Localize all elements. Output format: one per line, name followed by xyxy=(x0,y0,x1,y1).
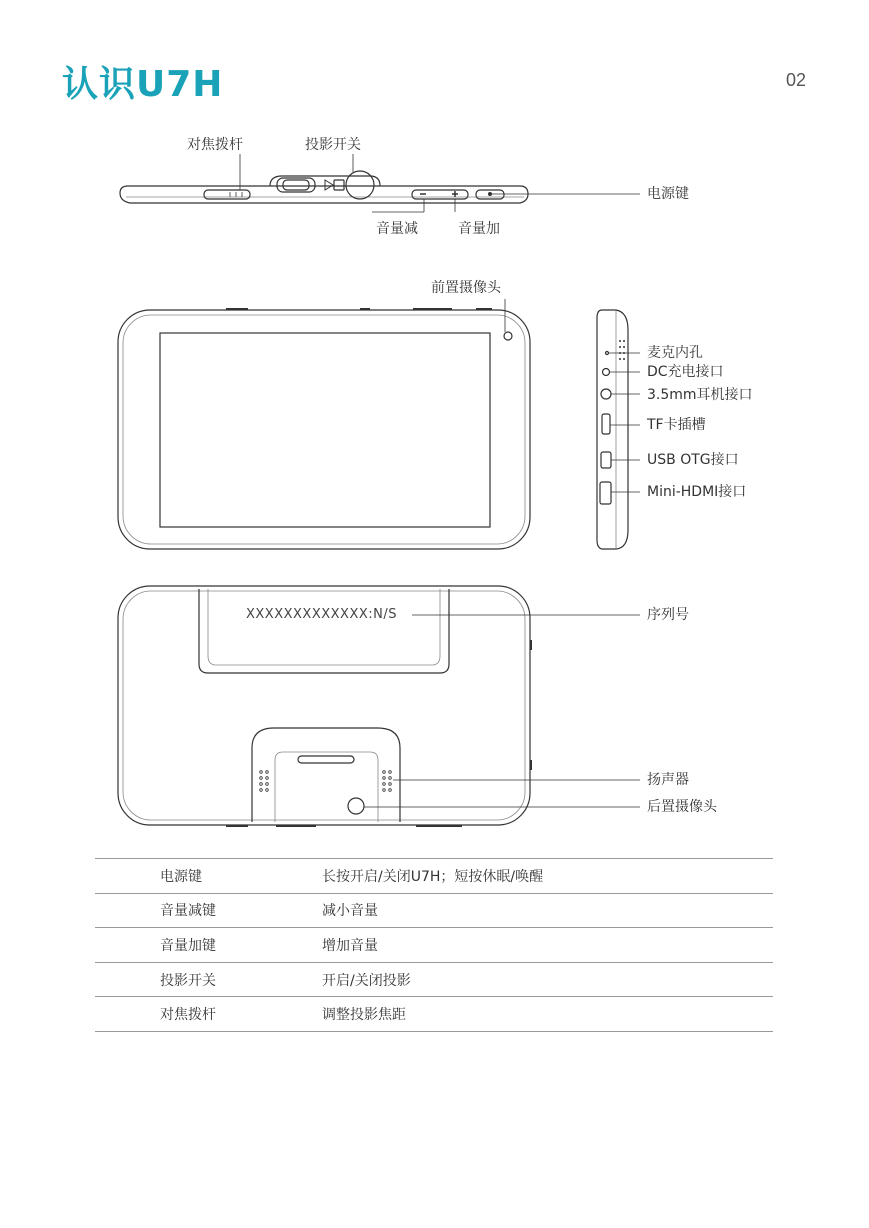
page-number: 02 xyxy=(786,70,807,90)
side-view-device xyxy=(597,310,640,549)
table-row xyxy=(95,997,773,1032)
key-name: 音量加键 xyxy=(95,928,322,963)
label-microphone: 麦克内孔 xyxy=(647,345,703,361)
key-description: 长按开启/关闭U7H；短按休眠/唤醒 xyxy=(322,859,773,894)
label-dc-port: DC充电接口 xyxy=(647,364,724,380)
table-row xyxy=(95,893,773,928)
serial-text: XXXXXXXXXXXXX:N/S xyxy=(246,607,398,622)
front-camera xyxy=(504,332,512,340)
label-volume-up: 音量加 xyxy=(458,221,500,237)
label-focus-lever: 对焦拨杆 xyxy=(187,137,243,153)
label-power-key: 电源键 xyxy=(647,186,689,202)
key-description: 调整投影焦距 xyxy=(322,997,773,1032)
key-function-table xyxy=(95,858,773,1032)
table-row xyxy=(95,859,773,894)
rear-camera xyxy=(348,798,364,814)
table-row xyxy=(95,962,773,997)
label-projection-switch: 投影开关 xyxy=(305,137,361,153)
key-name: 电源键 xyxy=(95,859,322,894)
label-tf-slot: TF卡插槽 xyxy=(647,417,706,433)
speaker-grille-left xyxy=(260,771,269,792)
label-mini-hdmi: Mini-HDMI接口 xyxy=(647,484,747,500)
key-description: 减小音量 xyxy=(322,893,773,928)
table-row xyxy=(95,928,773,963)
top-view-device xyxy=(120,154,640,212)
key-name: 音量减键 xyxy=(95,893,322,928)
key-description: 开启/关闭投影 xyxy=(322,962,773,997)
focus-lever xyxy=(204,190,250,199)
speaker-grille-right xyxy=(383,771,392,792)
label-audio-jack: 3.5mm耳机接口 xyxy=(647,387,753,403)
projection-switch xyxy=(346,171,374,199)
key-description: 增加音量 xyxy=(322,928,773,963)
page-title: 认识U7H xyxy=(62,64,224,105)
label-speaker: 扬声器 xyxy=(647,772,689,788)
label-rear-camera: 后置摄像头 xyxy=(647,799,717,815)
front-view-device xyxy=(118,299,530,549)
key-name: 对焦拨杆 xyxy=(95,997,322,1032)
label-volume-down: 音量减 xyxy=(376,221,418,237)
label-usb-otg: USB OTG接口 xyxy=(647,452,739,468)
label-front-camera: 前置摄像头 xyxy=(431,280,501,296)
key-name: 投影开关 xyxy=(95,962,322,997)
label-serial-number: 序列号 xyxy=(647,607,689,623)
screen xyxy=(160,333,490,527)
